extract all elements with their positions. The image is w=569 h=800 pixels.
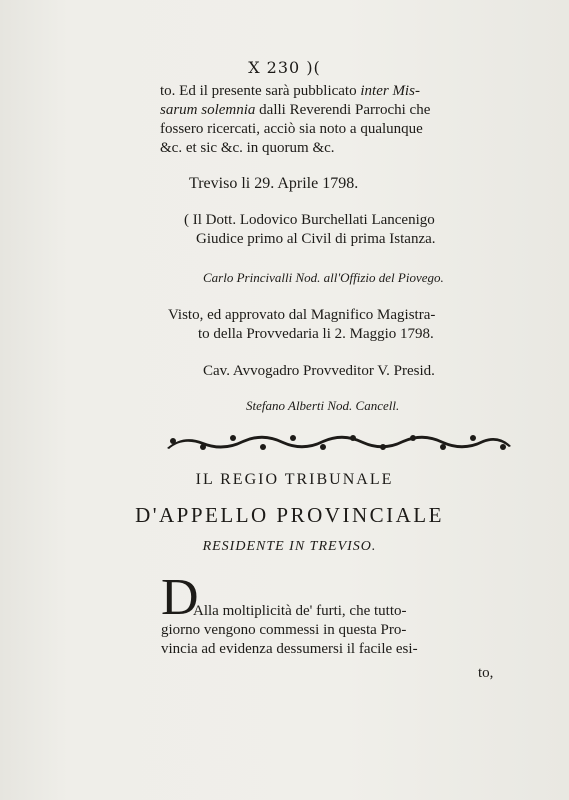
residence-heading: RESIDENTE IN TREVISO. <box>202 539 377 554</box>
flourish-ornament-icon <box>163 432 515 454</box>
page-number-header <box>0 58 569 77</box>
new-decree-opening <box>161 602 418 659</box>
text-line: vincia ad evidenza dessumersi il facile esi- <box>161 641 418 657</box>
judge-name: ( Il Dott. Lodovico Burchellati Lancenigo <box>184 212 435 228</box>
drop-cap: D <box>161 569 199 626</box>
catchword: to, <box>478 665 494 681</box>
page-number: 230 <box>266 58 301 77</box>
text-line: fossero ricercati, acciò sia noto a qualunque <box>160 121 423 137</box>
page-ornament-left: X <box>248 58 261 77</box>
approval-line: Visto, ed approvato dal Magnifico Magistra- <box>168 307 436 323</box>
page-ornament-right: )( <box>306 58 321 77</box>
text-line: Alla moltiplicità de' furti, che tutto- <box>193 603 407 619</box>
text-line: &c. et sic &c. in quorum &c. <box>160 140 335 156</box>
approval-note <box>168 306 435 344</box>
tribunal-heading: IL REGIO TRIBUNALE <box>195 471 394 488</box>
text-line: to. Ed il presente sarà pubblicato inter Mis- <box>160 83 420 99</box>
court-heading: D'APPELLO PROVINCIALE <box>135 503 444 527</box>
notary-signature: Carlo Princivalli Nod. all'Offizio del Piovego. <box>203 270 444 285</box>
judge-title: Giudice primo al Civil di prima Istanza. <box>196 231 436 247</box>
text-line: giorno vengono commessi in questa Pro- <box>161 622 407 638</box>
text-line: sarum solemnia dalli Reverendi Parrochi che <box>160 102 431 118</box>
avogadro-signature: Cav. Avvogadro Provveditor V. Presid. <box>203 363 435 379</box>
judge-signature <box>184 211 436 249</box>
decree-closing-paragraph <box>160 82 512 158</box>
approval-line: to della Provvedaria li 2. Maggio 1798. <box>198 326 434 342</box>
decree-date: Treviso li 29. Aprile 1798. <box>189 175 359 192</box>
ornamental-divider <box>163 432 515 458</box>
chancellor-signature: Stefano Alberti Nod. Cancell. <box>246 398 400 413</box>
